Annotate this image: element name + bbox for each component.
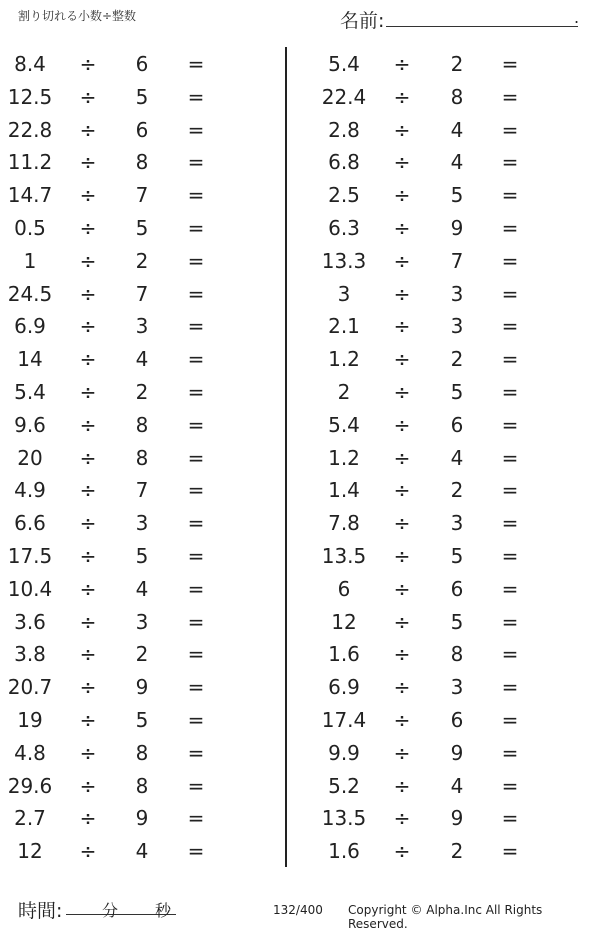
equals-sign: = bbox=[501, 478, 519, 503]
equals-sign: = bbox=[501, 806, 519, 831]
column-divider bbox=[285, 47, 287, 867]
dividend: 17.5 bbox=[7, 543, 53, 568]
division-sign: ÷ bbox=[79, 806, 97, 831]
division-sign: ÷ bbox=[79, 379, 97, 404]
division-sign: ÷ bbox=[393, 609, 411, 634]
dividend: 2.1 bbox=[328, 314, 360, 339]
divisor: 4 bbox=[135, 576, 149, 601]
division-sign: ÷ bbox=[79, 183, 97, 208]
copyright-notice: Copyright © Alpha.Inc All Rights Reserved. bbox=[348, 903, 543, 931]
dividend: 1 bbox=[23, 248, 37, 273]
equals-sign: = bbox=[187, 839, 205, 864]
divisor: 2 bbox=[135, 248, 149, 273]
divisor: 2 bbox=[450, 52, 464, 76]
equals-sign: = bbox=[187, 543, 205, 568]
division-sign: ÷ bbox=[393, 117, 411, 142]
division-sign: ÷ bbox=[393, 543, 411, 568]
divisor: 9 bbox=[135, 675, 149, 700]
equals-sign: = bbox=[187, 806, 205, 831]
division-sign: ÷ bbox=[393, 511, 411, 536]
dividend: 9.6 bbox=[14, 412, 46, 437]
dividend: 10.4 bbox=[7, 576, 53, 601]
divisor: 6 bbox=[135, 52, 149, 76]
dividend: 3 bbox=[337, 281, 351, 306]
equals-sign: = bbox=[501, 281, 519, 306]
dividend: 29.6 bbox=[7, 773, 53, 798]
dividend: 0.5 bbox=[14, 215, 46, 240]
dividend: 22.8 bbox=[7, 117, 53, 142]
divisor: 6 bbox=[450, 576, 464, 601]
minutes-label: 分 bbox=[102, 901, 119, 920]
dividend: 1.6 bbox=[328, 839, 360, 864]
division-sign: ÷ bbox=[393, 52, 411, 76]
equals-sign: = bbox=[187, 117, 205, 142]
seconds-label: 秒 bbox=[155, 901, 172, 920]
divisor: 8 bbox=[135, 150, 149, 175]
equals-sign: = bbox=[187, 675, 205, 700]
dividend: 6.8 bbox=[328, 150, 360, 175]
divisor: 2 bbox=[450, 478, 464, 503]
divisor: 8 bbox=[135, 412, 149, 437]
divisor: 6 bbox=[450, 412, 464, 437]
divisor: 5 bbox=[135, 707, 149, 732]
divisor: 8 bbox=[450, 84, 464, 109]
equals-sign: = bbox=[501, 52, 519, 76]
equals-sign: = bbox=[187, 445, 205, 470]
dividend: 6 bbox=[337, 576, 351, 601]
dividend: 2.7 bbox=[14, 806, 46, 831]
division-sign: ÷ bbox=[79, 347, 97, 372]
division-sign: ÷ bbox=[79, 117, 97, 142]
division-sign: ÷ bbox=[79, 52, 97, 76]
divisor: 5 bbox=[450, 379, 464, 404]
divisor: 9 bbox=[450, 215, 464, 240]
page-number: 132/400 bbox=[273, 903, 323, 917]
dividend: 22.4 bbox=[321, 84, 367, 109]
equals-sign: = bbox=[501, 117, 519, 142]
divisor: 4 bbox=[135, 347, 149, 372]
dividend: 9.9 bbox=[328, 740, 360, 765]
equals-sign: = bbox=[501, 773, 519, 798]
division-sign: ÷ bbox=[79, 511, 97, 536]
divisor: 5 bbox=[135, 543, 149, 568]
time-label: 時間: bbox=[18, 900, 63, 922]
division-sign: ÷ bbox=[393, 576, 411, 601]
divisor: 3 bbox=[135, 511, 149, 536]
division-sign: ÷ bbox=[79, 478, 97, 503]
divisor: 3 bbox=[450, 675, 464, 700]
division-sign: ÷ bbox=[393, 314, 411, 339]
divisor: 7 bbox=[135, 478, 149, 503]
dividend: 11.2 bbox=[7, 150, 53, 175]
divisor: 3 bbox=[450, 281, 464, 306]
equals-sign: = bbox=[187, 773, 205, 798]
division-sign: ÷ bbox=[79, 215, 97, 240]
dividend: 24.5 bbox=[7, 281, 53, 306]
worksheet-title: 割り切れる小数÷整数 bbox=[18, 9, 137, 23]
division-sign: ÷ bbox=[79, 707, 97, 732]
divisor: 3 bbox=[450, 314, 464, 339]
dividend: 2.5 bbox=[328, 183, 360, 208]
divisor: 8 bbox=[135, 445, 149, 470]
divisor: 8 bbox=[135, 773, 149, 798]
division-sign: ÷ bbox=[393, 84, 411, 109]
equals-sign: = bbox=[501, 248, 519, 273]
equals-sign: = bbox=[187, 412, 205, 437]
division-sign: ÷ bbox=[393, 248, 411, 273]
dividend: 14.7 bbox=[7, 183, 53, 208]
equals-sign: = bbox=[501, 215, 519, 240]
dividend: 6.3 bbox=[328, 215, 360, 240]
division-sign: ÷ bbox=[79, 543, 97, 568]
equals-sign: = bbox=[187, 478, 205, 503]
equals-sign: = bbox=[501, 183, 519, 208]
division-sign: ÷ bbox=[79, 248, 97, 273]
divisor: 9 bbox=[450, 740, 464, 765]
dividend: 12 bbox=[331, 609, 357, 634]
dividend: 12 bbox=[17, 839, 43, 864]
equals-sign: = bbox=[501, 740, 519, 765]
dividend: 20 bbox=[17, 445, 43, 470]
divisor: 9 bbox=[450, 806, 464, 831]
division-sign: ÷ bbox=[393, 347, 411, 372]
equals-sign: = bbox=[501, 511, 519, 536]
dividend: 5.4 bbox=[14, 379, 46, 404]
division-sign: ÷ bbox=[393, 215, 411, 240]
division-sign: ÷ bbox=[393, 675, 411, 700]
equals-sign: = bbox=[501, 412, 519, 437]
division-sign: ÷ bbox=[79, 740, 97, 765]
dividend: 3.8 bbox=[14, 642, 46, 667]
division-sign: ÷ bbox=[393, 478, 411, 503]
equals-sign: = bbox=[187, 642, 205, 667]
equals-sign: = bbox=[501, 576, 519, 601]
equals-sign: = bbox=[501, 445, 519, 470]
divisor: 8 bbox=[135, 740, 149, 765]
division-sign: ÷ bbox=[79, 314, 97, 339]
divisor: 6 bbox=[135, 117, 149, 142]
divisor: 2 bbox=[450, 347, 464, 372]
division-sign: ÷ bbox=[79, 412, 97, 437]
equals-sign: = bbox=[187, 183, 205, 208]
equals-sign: = bbox=[501, 150, 519, 175]
equals-sign: = bbox=[187, 248, 205, 273]
dividend: 5.4 bbox=[328, 412, 360, 437]
divisor: 3 bbox=[450, 511, 464, 536]
dividend: 5.2 bbox=[328, 773, 360, 798]
equals-sign: = bbox=[187, 576, 205, 601]
divisor: 8 bbox=[450, 642, 464, 667]
division-sign: ÷ bbox=[79, 675, 97, 700]
division-sign: ÷ bbox=[393, 281, 411, 306]
equals-sign: = bbox=[501, 84, 519, 109]
divisor: 4 bbox=[450, 150, 464, 175]
division-sign: ÷ bbox=[393, 150, 411, 175]
divisor: 5 bbox=[450, 543, 464, 568]
division-sign: ÷ bbox=[79, 773, 97, 798]
divisor: 6 bbox=[450, 707, 464, 732]
equals-sign: = bbox=[187, 84, 205, 109]
dividend: 3.6 bbox=[14, 609, 46, 634]
dividend: 6.9 bbox=[14, 314, 46, 339]
division-sign: ÷ bbox=[79, 84, 97, 109]
equals-sign: = bbox=[187, 740, 205, 765]
equals-sign: = bbox=[501, 675, 519, 700]
dividend: 1.2 bbox=[328, 445, 360, 470]
divisor: 5 bbox=[135, 84, 149, 109]
equals-sign: = bbox=[501, 379, 519, 404]
dividend: 6.6 bbox=[14, 511, 46, 536]
name-dot: . bbox=[574, 8, 580, 27]
dividend: 7.8 bbox=[328, 511, 360, 536]
dividend: 1.4 bbox=[328, 478, 360, 503]
division-sign: ÷ bbox=[393, 379, 411, 404]
divisor: 2 bbox=[135, 379, 149, 404]
dividend: 12.5 bbox=[7, 84, 53, 109]
equals-sign: = bbox=[187, 511, 205, 536]
division-sign: ÷ bbox=[393, 642, 411, 667]
division-sign: ÷ bbox=[393, 806, 411, 831]
equals-sign: = bbox=[501, 347, 519, 372]
division-sign: ÷ bbox=[393, 740, 411, 765]
divisor: 7 bbox=[135, 183, 149, 208]
dividend: 13.5 bbox=[321, 543, 367, 568]
divisor: 5 bbox=[450, 609, 464, 634]
equals-sign: = bbox=[187, 52, 205, 76]
division-sign: ÷ bbox=[79, 445, 97, 470]
dividend: 8.4 bbox=[14, 52, 46, 76]
divisor: 7 bbox=[450, 248, 464, 273]
equals-sign: = bbox=[187, 609, 205, 634]
dividend: 5.4 bbox=[328, 52, 360, 76]
division-sign: ÷ bbox=[393, 773, 411, 798]
equals-sign: = bbox=[187, 314, 205, 339]
division-sign: ÷ bbox=[393, 412, 411, 437]
division-sign: ÷ bbox=[79, 281, 97, 306]
dividend: 2.8 bbox=[328, 117, 360, 142]
equals-sign: = bbox=[187, 707, 205, 732]
division-sign: ÷ bbox=[79, 642, 97, 667]
division-sign: ÷ bbox=[79, 609, 97, 634]
dividend: 1.2 bbox=[328, 347, 360, 372]
division-sign: ÷ bbox=[393, 183, 411, 208]
equals-sign: = bbox=[501, 609, 519, 634]
dividend: 6.9 bbox=[328, 675, 360, 700]
divisor: 4 bbox=[450, 773, 464, 798]
dividend: 19 bbox=[17, 707, 43, 732]
divisor: 9 bbox=[135, 806, 149, 831]
divisor: 4 bbox=[450, 117, 464, 142]
equals-sign: = bbox=[501, 642, 519, 667]
division-sign: ÷ bbox=[393, 445, 411, 470]
dividend: 14 bbox=[17, 347, 43, 372]
dividend: 4.8 bbox=[14, 740, 46, 765]
equals-sign: = bbox=[187, 150, 205, 175]
name-field-line bbox=[386, 26, 578, 27]
equals-sign: = bbox=[187, 215, 205, 240]
equals-sign: = bbox=[187, 281, 205, 306]
equals-sign: = bbox=[187, 347, 205, 372]
dividend: 13.3 bbox=[321, 248, 367, 273]
equals-sign: = bbox=[501, 839, 519, 864]
divisor: 5 bbox=[450, 183, 464, 208]
equals-sign: = bbox=[187, 379, 205, 404]
divisor: 3 bbox=[135, 609, 149, 634]
division-sign: ÷ bbox=[79, 839, 97, 864]
dividend: 20.7 bbox=[7, 675, 53, 700]
division-sign: ÷ bbox=[393, 839, 411, 864]
dividend: 4.9 bbox=[14, 478, 46, 503]
divisor: 4 bbox=[135, 839, 149, 864]
equals-sign: = bbox=[501, 543, 519, 568]
dividend: 1.6 bbox=[328, 642, 360, 667]
division-sign: ÷ bbox=[79, 150, 97, 175]
divisor: 5 bbox=[135, 215, 149, 240]
dividend: 17.4 bbox=[321, 707, 367, 732]
division-sign: ÷ bbox=[393, 707, 411, 732]
equals-sign: = bbox=[501, 707, 519, 732]
name-label: 名前: bbox=[340, 10, 385, 32]
dividend: 2 bbox=[337, 379, 351, 404]
dividend: 13.5 bbox=[321, 806, 367, 831]
divisor: 3 bbox=[135, 314, 149, 339]
equals-sign: = bbox=[501, 314, 519, 339]
divisor: 4 bbox=[450, 445, 464, 470]
division-sign: ÷ bbox=[79, 576, 97, 601]
divisor: 7 bbox=[135, 281, 149, 306]
divisor: 2 bbox=[135, 642, 149, 667]
divisor: 2 bbox=[450, 839, 464, 864]
